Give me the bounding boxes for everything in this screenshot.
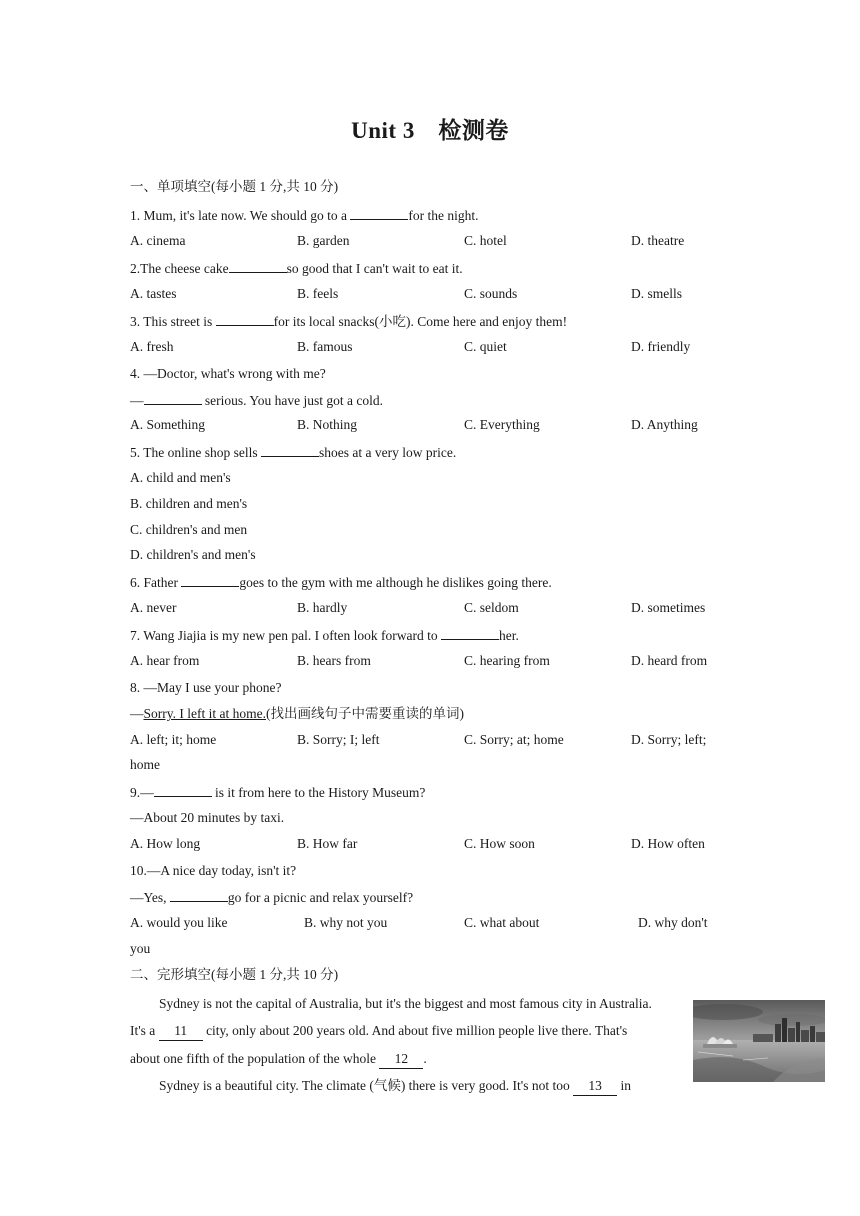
passage-line-2 bbox=[130, 1022, 627, 1041]
q4-option-c: C. Everything bbox=[464, 417, 540, 432]
q10-option-a: A. would you like bbox=[130, 915, 228, 930]
q6-option-c: C. seldom bbox=[464, 600, 519, 615]
q9-option-d: D. How often bbox=[631, 836, 705, 851]
question-4: 4. —Doctor, what's wrong with me? bbox=[130, 366, 326, 381]
q1-option-d: D. theatre bbox=[631, 233, 685, 248]
q8-option-b: B. Sorry; I; left bbox=[297, 732, 380, 747]
q9-option-b: B. How far bbox=[297, 836, 358, 851]
q3-option-c: C. quiet bbox=[464, 339, 507, 354]
q8-option-d-wrap: home bbox=[130, 757, 160, 772]
q2-text-post: so good that I can't wait to eat it. bbox=[286, 261, 463, 276]
question-5 bbox=[130, 443, 456, 462]
q3-option-a: A. fresh bbox=[130, 339, 174, 354]
question-10: 10.—A nice day today, isn't it? bbox=[130, 863, 297, 878]
q10-blank bbox=[170, 888, 228, 902]
q3-blank bbox=[216, 312, 274, 326]
passage-line-3-pre: about one fifth of the population of the whole bbox=[130, 1051, 380, 1066]
page-title: Unit 3 检测卷 bbox=[351, 118, 509, 143]
q3-option-b: B. famous bbox=[297, 339, 353, 354]
blank-13: 13 bbox=[573, 1077, 617, 1096]
q3-text-pre: 3. This street is bbox=[130, 314, 216, 329]
passage-line-4 bbox=[159, 1077, 631, 1096]
question-8-reply bbox=[130, 705, 464, 723]
q5-option-d: D. children's and men's bbox=[130, 547, 256, 562]
q10-option-d: D. why don't bbox=[638, 915, 708, 930]
q8-option-c: C. Sorry; at; home bbox=[464, 732, 564, 747]
q9-blank bbox=[154, 783, 212, 797]
q8-option-d: D. Sorry; left; bbox=[631, 732, 707, 747]
q4-blank bbox=[144, 391, 202, 405]
question-9 bbox=[130, 783, 425, 802]
q2-option-c: C. sounds bbox=[464, 286, 518, 301]
q1-option-c: C. hotel bbox=[464, 233, 507, 248]
passage-line-1: Sydney is not the capital of Australia, but it's the biggest and most famous city in Australia. bbox=[159, 996, 652, 1011]
q8-option-a: A. left; it; home bbox=[130, 732, 217, 747]
passage-line-4-post: in bbox=[617, 1078, 631, 1093]
q9-text-pre: 9.— bbox=[130, 785, 154, 800]
q10-text-post: go for a picnic and relax yourself? bbox=[227, 890, 414, 905]
q1-blank bbox=[350, 206, 408, 220]
question-4-reply bbox=[130, 391, 383, 410]
q5-text-pre: 5. The online shop sells bbox=[130, 445, 261, 460]
sydney-harbour-photo bbox=[693, 1000, 825, 1082]
question-8: 8. —May I use your phone? bbox=[130, 680, 282, 695]
question-6 bbox=[130, 573, 552, 592]
q6-option-b: B. hardly bbox=[297, 600, 348, 615]
question-2 bbox=[130, 259, 463, 278]
q10-option-c: C. what about bbox=[464, 915, 540, 930]
passage-line-2-post: city, only about 200 years old. And about five million people live there. That's bbox=[202, 1023, 628, 1038]
q7-text-post: her. bbox=[498, 628, 519, 643]
q7-option-b: B. hears from bbox=[297, 653, 371, 668]
q5-blank bbox=[261, 443, 319, 457]
q2-option-d: D. smells bbox=[631, 286, 683, 301]
q2-blank bbox=[229, 259, 287, 273]
q4-option-b: B. Nothing bbox=[297, 417, 358, 432]
q9-option-c: C. How soon bbox=[464, 836, 535, 851]
q1-text-pre: 1. Mum, it's late now. We should go to a bbox=[130, 208, 351, 223]
passage-line-3-post: . bbox=[423, 1051, 427, 1066]
q5-option-a: A. child and men's bbox=[130, 470, 231, 485]
question-1 bbox=[130, 206, 478, 225]
q3-option-d: D. friendly bbox=[631, 339, 691, 354]
q3-text-post: for its local snacks(小吃). Come here and enjoy them! bbox=[273, 314, 568, 329]
q4-option-a: A. Something bbox=[130, 417, 206, 432]
q2-option-a: A. tastes bbox=[130, 286, 177, 301]
blank-11: 11 bbox=[159, 1022, 203, 1041]
q6-text-pre: 6. Father bbox=[130, 575, 182, 590]
passage-line-3 bbox=[130, 1050, 427, 1069]
q8-note: (找出画线句子中需要重读的单词) bbox=[265, 706, 464, 721]
q5-option-b: B. children and men's bbox=[130, 496, 248, 511]
q10-option-b: B. why not you bbox=[304, 915, 388, 930]
q8-underlined-sentence: Sorry. I left it at home. bbox=[143, 706, 266, 721]
q1-text-post: for the night. bbox=[408, 208, 479, 223]
q1-option-b: B. garden bbox=[297, 233, 350, 248]
section1-heading: 一、单项填空(每小题 1 分,共 10 分) bbox=[130, 179, 339, 194]
q9-option-a: A. How long bbox=[130, 836, 201, 851]
q6-option-a: A. never bbox=[130, 600, 177, 615]
q7-text-pre: 7. Wang Jiajia is my new pen pal. I often look forward to bbox=[130, 628, 441, 643]
passage-line-2-pre: It's a bbox=[130, 1023, 159, 1038]
question-3 bbox=[130, 312, 567, 331]
passage-line-4-pre: Sydney is a beautiful city. The climate (气候) there is very good. It's not too bbox=[159, 1078, 574, 1093]
q7-option-a: A. hear from bbox=[130, 653, 200, 668]
blank-12: 12 bbox=[379, 1050, 423, 1069]
q5-option-c: C. children's and men bbox=[130, 522, 248, 537]
q4-dash: — bbox=[130, 393, 144, 408]
q4-text-post: serious. You have just got a cold. bbox=[201, 393, 383, 408]
q1-option-a: A. cinema bbox=[130, 233, 186, 248]
question-10-reply bbox=[130, 888, 413, 907]
q5-text-post: shoes at a very low price. bbox=[319, 445, 457, 460]
q6-text-post: goes to the gym with me although he dislikes going there. bbox=[239, 575, 552, 590]
q4-option-d: D. Anything bbox=[631, 417, 698, 432]
q7-option-d: D. heard from bbox=[631, 653, 708, 668]
q7-blank bbox=[441, 626, 499, 640]
q9-text-post: is it from here to the History Museum? bbox=[211, 785, 426, 800]
q6-option-d: D. sometimes bbox=[631, 600, 706, 615]
q7-option-c: C. hearing from bbox=[464, 653, 550, 668]
q2-text-pre: 2.The cheese cake bbox=[130, 261, 229, 276]
q10-text-pre: —Yes, bbox=[130, 890, 170, 905]
q6-blank bbox=[181, 573, 239, 587]
section2-heading: 二、完形填空(每小题 1 分,共 10 分) bbox=[130, 967, 339, 982]
question-7 bbox=[130, 626, 519, 645]
question-9-reply: —About 20 minutes by taxi. bbox=[130, 810, 285, 825]
q2-option-b: B. feels bbox=[297, 286, 339, 301]
q10-option-d-wrap: you bbox=[130, 941, 151, 956]
q8-dash: — bbox=[130, 706, 144, 721]
